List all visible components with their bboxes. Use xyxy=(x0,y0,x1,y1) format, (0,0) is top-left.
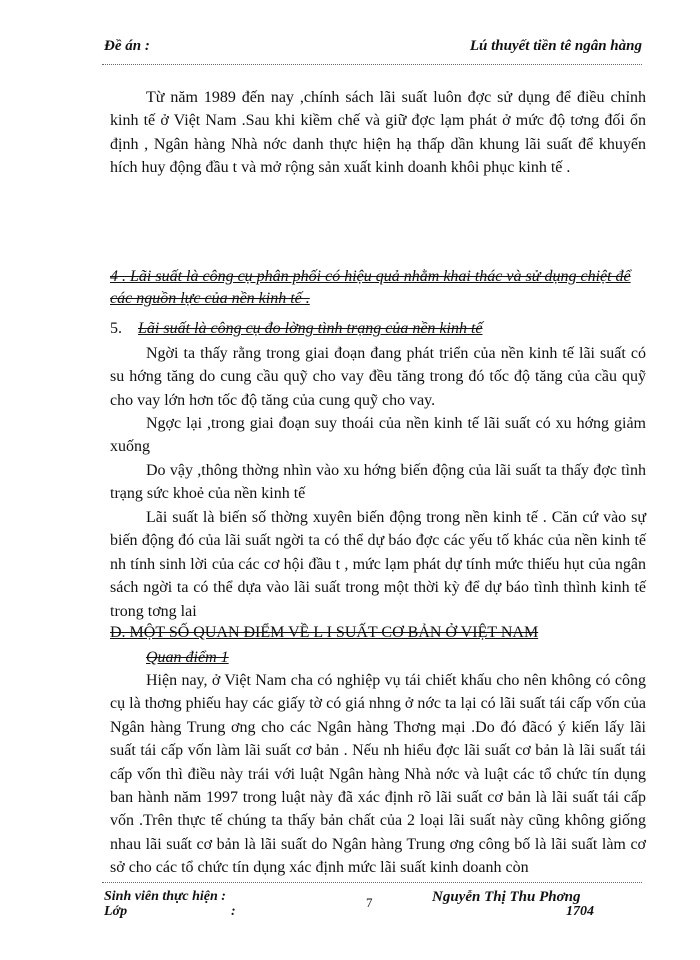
heading-5 xyxy=(110,318,483,340)
header-right: Lú thuyết tiền tê ngân hàng xyxy=(469,38,642,54)
paragraph-1: Ngời ta thấy rằng trong giai đoạn đang phát triển của nền kinh tế lãi suất có su hớng tăng do cung cầu quỹ cho vay đều tăng trong đó tốc độ tăng của cầu quỹ cho vay lớn hơn tốc độ tăng của cung quỹ cho vay. xyxy=(110,345,646,409)
footer-student-label: Sinh viên thực hiện : xyxy=(104,889,226,904)
paragraph-intro: Từ năm 1989 đến nay ,chính sách lãi suất luôn đợc sử dụng để điều chỉnh kinh tế ở Việt Nam .Sau khi kiềm chế và giữ đợc lạm phát ở mức độ tơng đối ổn định , Ngân hàng Nhà nớc danh thực hiện hạ thấp dần khung lãi suất để khuyến hích huy động đầu t và mở rộng sản xuất kinh doanh khôi phục kinh tế . xyxy=(110,89,646,177)
paragraph-3: Do vậy ,thông thờng nhìn vào xu hớng biến động của lãi suất ta thấy đợc tình trạng sức khoẻ của nền kinh tế xyxy=(110,462,646,503)
paragraph-5: Hiện nay, ở Việt Nam cha có nghiệp vụ tái chiết khấu cho nên không có công cụ là thơng phiếu hay các giấy tờ có giá nhng ở nớc ta lại có lãi suất tái cấp vốn của Ngân hàng Trung ơng cho các Ngân hàng Thơng mại .Do đó đãcó ý kiến lấy lãi suất tái cấp vốn làm lãi suất cơ bản . Nếu nh hiểu đợc lãi suất cơ bản là lãi suất tái cấp vốn thì điều này trái với luật Ngân hàng Nhà nớc và luật các tổ chức tín dụng ban hành năm 1997 trong luật này đã xác định rõ lãi suất cơ bản là lãi suất tái cấp vốn .Trên thực tế chúng ta thấy bản chất của 2 loại lãi suất này cũng không giống nhau lãi suất cơ bản là lãi suất do Ngân hàng Trung ơng công bố là lãi suất làm cơ sở cho các tổ chức tín dụng xác định mức lãi suất kinh doanh còn xyxy=(110,672,646,877)
paragraph-4: Lãi suất là biến số thờng xuyên biến động trong nền kinh tế . Căn cứ vào sự biến động đó của lãi suất ngời ta có thể dự báo đợc các yếu tố khác của nền kinh tế nh tính sinh lời của các cơ hội đầu t , mức lạm phát dự tính mức thiếu hụt của ngân sách ngời ta có thể dựa vào lãi suất trong một thời kỳ để dự báo tình thình kinh tế trong tơng lai xyxy=(110,509,646,620)
header-rule xyxy=(102,64,642,65)
heading-4: 4 . Lãi suất là công cụ phân phối có hiệu quả nhằm khai thác và sử dụng chiệt để các nguồn lực của nền kinh tế . xyxy=(110,268,631,307)
heading-5-text: Lãi suất là công cụ đo lờng tình trạng của nền kinh tế xyxy=(138,320,483,337)
footer-rule xyxy=(102,882,642,883)
footer-class-label: Lớp xyxy=(104,904,128,919)
page-number: 7 xyxy=(366,895,373,910)
paragraph-2: Ngợc lại ,trong giai đoạn suy thoái của nền kinh tế lãi suất có xu hớng giảm xuống xyxy=(110,415,646,456)
header-left: Đề án : xyxy=(104,38,150,54)
section-d-heading: D. MỘT SỐ QUAN ĐIỂM VỀ L I SUẤT CƠ BẢN Ở VIỆT NAM xyxy=(110,624,539,641)
footer-class-colon: : xyxy=(231,904,236,919)
footer-author: Nguyễn Thị Thu Phơng xyxy=(432,889,581,905)
heading-5-number: 5. xyxy=(110,320,122,337)
quan-diem-heading: Quan điểm 1 xyxy=(146,649,229,666)
footer-class-code: 1704 xyxy=(566,904,594,919)
